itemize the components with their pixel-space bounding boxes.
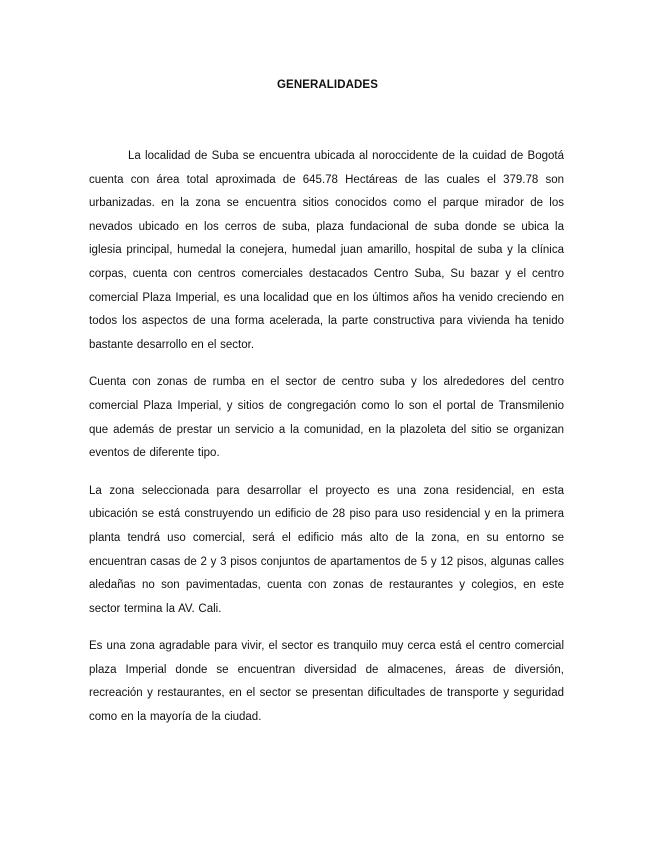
paragraph-2: Cuenta con zonas de rumba en el sector de centro suba y los alrededores del centro comercial Plaza Imperial, y sitios de congregación como lo son el portal de Transmilenio que además de prestar un servicio a la comunidad, en la plazoleta del sitio se organizan eventos de diferente tipo. <box>89 376 564 460</box>
paragraph-1: La localidad de Suba se encuentra ubicada al noroccidente de la cuidad de Bogotá cuenta con área total aproximada de 645.78 Hectáreas de las cuales el 379.78 son urbanizadas. en la zona se encuentra sitios conocidos como el parque mirador de los nevados ubicado en los cerros de suba, plaza fundacional de suba donde se ubica la iglesia principal, humedal la conejera, humedal juan amarillo, hospital de suba y la clínica corpas, cuenta con centros comerciales destacados Centro Suba, Su bazar y el centro comercial Plaza Imperial, es una localidad que en los últimos años ha venido creciendo en todos los aspectos de una forma acelerada, la parte constructiva para vivienda ha tenido bastante desarrollo en el sector. <box>89 150 564 351</box>
paragraph-4: Es una zona agradable para vivir, el sector es tranquilo muy cerca está el centro comercial plaza Imperial donde se encuentran diversidad de almacenes, áreas de diversión, recreación y restaurantes, en el sector se presentan dificultades de transporte y seguridad como en la mayoría de la ciudad. <box>89 640 564 724</box>
paragraph-3: La zona seleccionada para desarrollar el proyecto es una zona residencial, en esta ubicación se está construyendo un edificio de 28 piso para uso residencial y en la primera planta tendrá uso comercial, será el edificio más alto de la zona, en su entorno se encuentran casas de 2 y 3 pisos conjuntos de apartamentos de 5 y 12 pisos, algunas calles aledañas no son pavimentadas, cuenta con zonas de restaurantes y colegios, en este sector termina la AV. Cali. <box>89 484 564 615</box>
page-title: GENERALIDADES <box>277 79 378 91</box>
document-body <box>89 145 564 744</box>
